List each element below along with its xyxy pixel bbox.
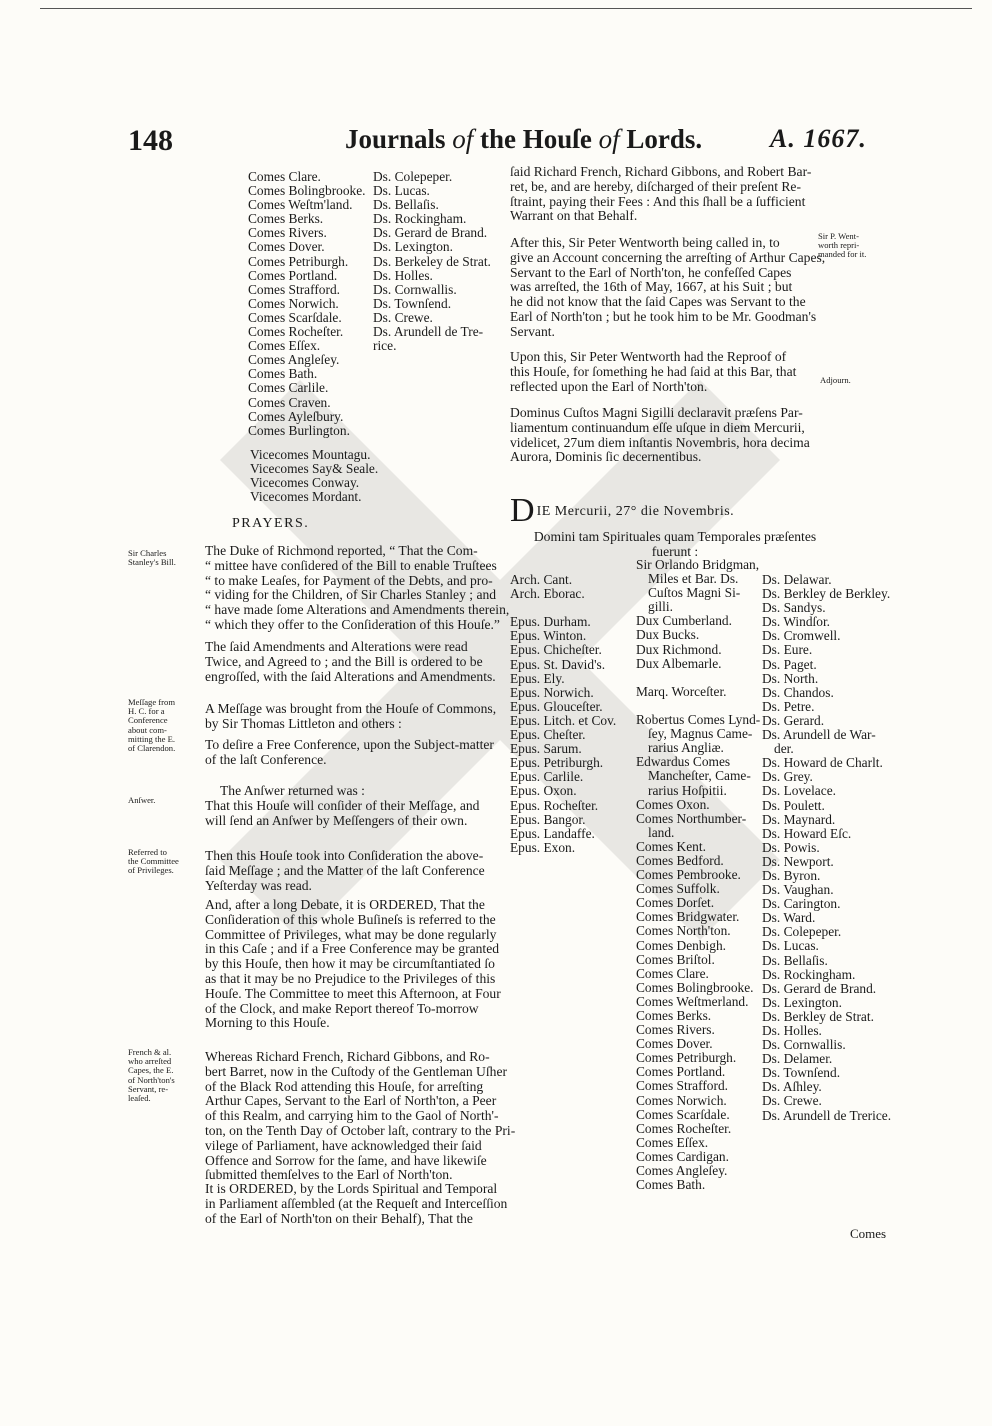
margin-note-line: Sir P. Went- <box>818 231 859 241</box>
list-item: Ds. Bellaſis. <box>373 197 439 213</box>
paragraph-adjournment <box>510 406 810 465</box>
list-item: Ds. Lucas. <box>373 183 430 199</box>
margin-note-line: Capes, the E. <box>128 1065 174 1076</box>
bishop-entry: Epus. Glouceſter. <box>510 698 603 714</box>
text-line: ſaid Richard French, Richard Gibbons, and Robert Bar- <box>510 164 812 179</box>
baron-entry: Ds. Gerard de Brand. <box>762 980 877 996</box>
bishop-entry: Epus. Carlile. <box>510 769 584 785</box>
baron-entry: Ds. Sandys. <box>762 600 826 616</box>
peer-entry: Miles et Bar. Ds. <box>648 571 739 587</box>
peer-entry: Comes Rocheſter. <box>636 1120 732 1136</box>
text-line: “ mittee have conſidered of the Bill to enable Truſtees <box>205 557 497 573</box>
baron-entry: Ds. Rockingham. <box>762 966 856 982</box>
bishop-entry: Epus. Rocheſter. <box>510 797 599 813</box>
baron-entry: Ds. Eure. <box>762 642 813 658</box>
paragraph-whereas <box>205 1050 515 1183</box>
text-line: reflected upon the Earl of North'ton. <box>510 378 708 394</box>
peer-entry: Comes Kent. <box>636 838 706 854</box>
bishop-entry: Epus. Cheſter. <box>510 727 586 743</box>
text-line: of the Black Rod attending this Houſe, for arreſting <box>205 1078 484 1094</box>
list-item: Comes Portland. <box>248 267 338 283</box>
list-item: Comes Rocheſter. <box>248 324 344 340</box>
text-line: Then this Houſe took into Conſideration the above- <box>205 848 484 863</box>
text-line: Aurora, Dominis ſic decernentibus. <box>510 449 702 465</box>
list-item: Comes Scarſdale. <box>248 309 342 325</box>
peer-entry: Edwardus Comes <box>636 754 731 770</box>
margin-note-line: Adjourn. <box>820 375 851 385</box>
baron-entry: Ds. Carington. <box>762 896 841 912</box>
margin-note-line: French & al. <box>128 1047 172 1057</box>
baron-entry: Ds. Lexington. <box>762 994 842 1010</box>
bishop-entry: Epus. Exon. <box>510 839 576 855</box>
paragraph-ordered <box>205 1182 507 1226</box>
bishop-entry: Epus. St. David's. <box>510 656 606 672</box>
barons-list <box>762 573 891 1123</box>
text-line: ſtraint, paying their Fees : And this ſhall be a ſufficient <box>510 193 806 209</box>
baron-entry: Ds. Colepeper. <box>762 924 842 940</box>
peer-entry: Comes Dorſet. <box>636 895 715 911</box>
bishop-entry: Epus. Bangor. <box>510 811 586 827</box>
margin-note-stanley <box>128 549 176 567</box>
text-line: ſaid Meſſage ; and the Matter of the laſt Conference <box>205 862 485 878</box>
baron-entry: Ds. Cromwell. <box>762 628 841 644</box>
text-line: “ have made ſome Alterations and Amendments therein, <box>205 602 510 618</box>
text-line: Earl of North'ton ; but he took him to be Mr. Goodman's <box>510 308 817 324</box>
peer-entry: Comes Suffolk. <box>636 881 720 897</box>
text-line: will ſend an Anſwer by Meſſengers of their own. <box>205 812 468 828</box>
text-line: was arreſted, the 16th of May, 1667, at his Suit ; but <box>510 279 793 295</box>
baron-entry: Ds. Bellaſis. <box>762 952 828 968</box>
bishop-entry: Epus. Ely. <box>510 670 565 686</box>
peer-entry: Comes Portland. <box>636 1064 726 1080</box>
list-item: Comes Carlile. <box>248 380 329 396</box>
paragraph-answer <box>205 799 479 829</box>
peer-entry: Comes North'ton. <box>636 923 731 939</box>
bishop-entry: Epus. Landaffe. <box>510 825 595 841</box>
text-line: Morning to this Houſe. <box>205 1015 330 1031</box>
text-line: To deſire a Free Conference, upon the Subject-matter <box>205 737 494 752</box>
list-item: Comes Rivers. <box>248 225 327 241</box>
margin-note-line: the Committee <box>128 856 179 867</box>
bishop-entry: Epus. Petriburgh. <box>510 755 604 771</box>
paragraph-debate <box>205 898 501 1031</box>
list-item: Comes Clare. <box>248 169 321 184</box>
paragraph-message <box>205 702 496 732</box>
margin-note-line: worth repri- <box>818 240 860 251</box>
margin-note-line: Sir Charles <box>128 548 167 558</box>
list-item: Comes Burlington. <box>248 422 350 438</box>
paragraph-richmond-report <box>205 544 509 633</box>
bishop-entry: Epus. Norwich. <box>510 684 594 700</box>
list-item: Comes Strafford. <box>248 281 340 297</box>
baron-entry: Ds. Cornwallis. <box>762 1037 846 1053</box>
baron-entry: Ds. Lovelace. <box>762 783 836 799</box>
margin-note-line: mitting the E. <box>128 733 176 744</box>
baron-entry: Ds. Crewe. <box>762 1093 822 1109</box>
baron-entry: Ds. Delawar. <box>762 572 832 587</box>
peer-entry: Comes Briſtol. <box>636 951 715 967</box>
baron-entry: Ds. Delamer. <box>762 1051 833 1067</box>
text-line: liamentum continuandum eſſe uſque in diem Mercurii, <box>510 419 805 435</box>
peer-entry: Comes Pembrooke. <box>636 867 741 883</box>
baron-entry: Ds. Vaughan. <box>762 882 834 898</box>
page-year: A. 1667. <box>770 124 867 153</box>
text-line: Committee of Privileges, what may be done regularly <box>205 926 497 942</box>
list-item: Ds. Colepeper. <box>373 169 453 184</box>
paragraph-discharge <box>510 165 811 224</box>
baron-entry: Ds. Howard Eſc. <box>762 825 852 841</box>
peer-entry: Cuſtos Magni Si- <box>648 585 741 601</box>
peer-entry: Robertus Comes Lynd- <box>636 712 761 728</box>
top-viscounts-list <box>250 448 378 504</box>
text-line: Houſe. The Committee to meet this Afternoon, at Four <box>205 985 501 1001</box>
prayers-heading: PRAYERS. <box>232 516 310 531</box>
margin-note-wentworth <box>818 232 866 260</box>
margin-note-line: who arreſted <box>128 1056 172 1067</box>
baron-entry: Ds. Poulett. <box>762 797 825 813</box>
text-line: Arthur Capes, Servant to the Earl of North'ton, a Peer <box>205 1093 497 1109</box>
margin-note-answer <box>128 796 155 805</box>
margin-note-line: Referred to <box>128 847 167 857</box>
list-item: Comes Ayleſbury. <box>248 408 344 424</box>
attendance-heading <box>510 530 840 560</box>
paragraph-consideration <box>205 849 485 893</box>
page-number: 148 <box>128 124 173 157</box>
margin-note-line: Meſſage from <box>128 697 176 707</box>
margin-note-line: of Clarendon. <box>128 743 176 754</box>
list-item: Comes Dover. <box>248 239 325 255</box>
margin-note-line: H. C. for a <box>128 706 165 717</box>
bishop-entry: Epus. Sarum. <box>510 741 582 757</box>
text-line: Domini tam Spirituales quam Temporales præſentes <box>533 529 817 544</box>
paragraph-reproof <box>510 350 796 394</box>
text-line: Twice, and Agreed to ; and the Bill is ordered to be <box>205 653 483 669</box>
text-line: “ viding for the Children, of Sir Charles Stanley ; and <box>205 587 497 603</box>
bishop-entry: Arch. Eborac. <box>510 586 585 602</box>
text-line: engroſſed, with the ſaid Alterations and Amendments. <box>205 668 496 684</box>
margin-note-line: about com- <box>128 724 167 735</box>
text-line: Whereas Richard French, Richard Gibbons, and Ro- <box>205 1049 490 1064</box>
margin-note-line: manded for it. <box>818 249 867 260</box>
peer-entry: Comes Dover. <box>636 1036 713 1052</box>
text-line: Dominus Cuſtos Magni Sigilli declaravit præſens Par- <box>510 405 803 420</box>
text-line: A Meſſage was brought from the Houſe of Commons, <box>205 701 497 716</box>
margin-note-line: of Privileges. <box>128 865 174 876</box>
text-line: ſubmitted themſelves to the Earl of North'ton. <box>205 1167 453 1183</box>
peer-entry: Dux Richmond. <box>636 641 722 657</box>
bishops-list <box>510 573 616 855</box>
peer-entry: Comes Bolingbrooke. <box>636 979 754 995</box>
day-heading-dropcap: D <box>510 492 535 529</box>
top-barons-list <box>373 170 491 353</box>
peer-entry <box>636 671 760 685</box>
list-item: Ds. Holles. <box>373 267 433 283</box>
peer-entry: Comes Petriburgh. <box>636 1050 737 1066</box>
peer-entry: gilli. <box>648 599 673 615</box>
text-line: ret, be, and are hereby, diſcharged of their preſent Re- <box>510 178 801 194</box>
text-line: of the Clock, and make Report thereof To-morrow <box>205 1000 479 1016</box>
peer-entry: Comes Bath. <box>636 1177 706 1193</box>
text-line: in this Caſe ; and if a Free Conference may be granted <box>205 941 500 957</box>
margin-note-french <box>128 1048 175 1103</box>
peer-entry: land. <box>648 824 675 840</box>
list-item: Ds. Townſend. <box>373 295 452 311</box>
text-line: by this Houſe, then how it may be circumſtantiated ſo <box>205 956 495 972</box>
margin-note-line: Servant, re- <box>128 1083 169 1094</box>
baron-entry: Ds. Gerard. <box>762 712 825 728</box>
list-item: Ds. Arundell de Tre- <box>373 324 484 340</box>
peer-entry: Comes Bridgwater. <box>636 909 740 925</box>
list-item: Vicecomes Conway. <box>250 475 360 491</box>
day-heading-text: IE Mercurii, 27° die Novembris. <box>536 504 735 519</box>
text-line: of this Realm, and carrying him to the Gaol of North'- <box>205 1108 499 1124</box>
margin-note-line: of North'ton's <box>128 1074 175 1085</box>
list-item: Vicecomes Mordant. <box>250 489 362 505</box>
bishop-entry: Epus. Litch. et Cov. <box>510 712 617 728</box>
margin-note-line: leaſed. <box>128 1093 151 1104</box>
list-item: Ds. Berkeley de Strat. <box>373 253 491 269</box>
bishop-entry: Arch. Cant. <box>510 572 573 587</box>
baron-entry: Ds. Lucas. <box>762 938 819 954</box>
peer-entry: Comes Cardigan. <box>636 1148 729 1164</box>
peer-entry: Comes Angleſey. <box>636 1163 728 1179</box>
baron-entry: Ds. Byron. <box>762 867 821 883</box>
text-line: Yeſterday was read. <box>205 877 312 893</box>
baron-entry: Ds. Holles. <box>762 1023 822 1038</box>
list-item: Comes Bath. <box>248 366 318 382</box>
baron-entry: Ds. Petre. <box>762 698 815 714</box>
text-line: this Houſe, for ſomething he had ſaid at this Bar, that <box>510 363 797 379</box>
list-item: Vicecomes Say& Seale. <box>250 461 379 477</box>
margin-note-referred <box>128 848 179 876</box>
margin-note-line: Conference <box>128 715 168 726</box>
baron-entry: Ds. Windſor. <box>762 614 831 630</box>
list-item: Comes Weſtm'land. <box>248 197 353 213</box>
text-line: he did not know that the ſaid Capes was Servant to the <box>510 294 806 310</box>
baron-entry: Ds. Berkley de Berkley. <box>762 586 891 602</box>
text-line: vilege of Parliament, have acknowledged their ſaid <box>205 1137 482 1153</box>
baron-entry: Ds. North. <box>762 670 819 686</box>
peer-entry: Mancheſter, Came- <box>648 768 751 784</box>
baron-entry: Ds. Ward. <box>762 910 816 926</box>
text-line: as that it may be no Prejudice to the Privileges of this <box>205 970 496 986</box>
peer-entry: ſey, Magnus Came- <box>648 726 753 742</box>
bishop-entry: Epus. Winton. <box>510 628 587 644</box>
list-item: rice. <box>373 338 397 354</box>
peer-entry: Dux Albemarle. <box>636 655 722 671</box>
list-item: Comes Petriburgh. <box>248 253 349 269</box>
peer-entry: Comes Strafford. <box>636 1078 728 1094</box>
baron-entry: Ds. Aſhley. <box>762 1079 822 1095</box>
peer-entry: Dux Cumberland. <box>636 613 732 629</box>
text-line: Offence and Sorrow for the ſame, and have likewiſe <box>205 1152 487 1168</box>
baron-entry: Ds. Townſend. <box>762 1065 841 1081</box>
peer-entry: Comes Clare. <box>636 965 709 981</box>
text-line: ton, on the Tenth Day of October laſt, contrary to the Pri- <box>205 1122 516 1138</box>
text-line: The Duke of Richmond reported, “ That the Com- <box>205 543 478 558</box>
margin-note-message <box>128 698 175 753</box>
list-item: Ds. Gerard de Brand. <box>373 225 488 241</box>
peer-entry: Marq. Worceſter. <box>636 683 727 699</box>
day-heading <box>510 492 735 529</box>
baron-entry: Ds. Arundell de War- <box>762 727 876 743</box>
baron-entry: Ds. Grey. <box>762 769 813 785</box>
list-item: Ds. Crewe. <box>373 309 433 325</box>
baron-entry: Ds. Powis. <box>762 839 820 855</box>
text-line: by Sir Thomas Littleton and others : <box>205 715 402 731</box>
peer-entry: Comes Eſſex. <box>636 1134 709 1150</box>
peer-entry: Comes Denbigh. <box>636 937 727 953</box>
text-line: in Parliament aſſembled (at the Requeſt and Interceſſion <box>205 1195 508 1211</box>
peer-entry: Comes Scarſdale. <box>636 1106 730 1122</box>
margin-note-line: Anſwer. <box>128 795 156 805</box>
peer-entry <box>636 699 760 713</box>
peer-entry: Dux Bucks. <box>636 627 700 643</box>
peer-entry: rarius Hoſpitii. <box>648 782 727 798</box>
list-item: Comes Craven. <box>248 394 331 410</box>
peer-entry: Comes Norwich. <box>636 1092 727 1108</box>
baron-entry: Ds. Paget. <box>762 656 817 672</box>
baron-entry: Ds. Arundell de Trerice. <box>762 1107 892 1123</box>
text-line: “ to make Leaſes, for Payment of the Debts, and pro- <box>205 572 493 588</box>
text-line: That this Houſe will conſider of their Meſſage, and <box>205 798 480 813</box>
peer-entry: Sir Orlando Bridgman, <box>636 557 760 572</box>
bishop-entry <box>510 601 616 615</box>
peers-list <box>636 558 760 1192</box>
bishop-entry: Epus. Chicheſter. <box>510 642 602 658</box>
top-rule <box>40 8 972 9</box>
text-line: give an Account concerning the arreſting of Arthur Capes, <box>510 249 826 265</box>
list-item: Comes Angleſey. <box>248 352 340 368</box>
page-title: Journals of the Houſe of Lords. <box>345 124 703 154</box>
baron-entry: Ds. Chandos. <box>762 684 834 700</box>
list-item: Ds. Rockingham. <box>373 211 467 227</box>
list-item: Comes Berks. <box>248 211 324 227</box>
bishop-entry: Epus. Oxon. <box>510 783 577 799</box>
margin-note-line: Stanley's Bill. <box>128 557 176 568</box>
list-item: Ds. Cornwallis. <box>373 281 457 297</box>
text-line: Warrant on that Behalf. <box>510 208 638 224</box>
bishop-entry: Epus. Durham. <box>510 614 591 630</box>
list-item: Ds. Lexington. <box>373 239 453 255</box>
peer-entry: rarius Angliæ. <box>648 740 724 756</box>
paragraph-amendments <box>205 640 496 684</box>
text-line: bert Barret, now in the Cuſtody of the Gentleman Uſher <box>205 1063 508 1079</box>
peer-entry: Comes Weſtmerland. <box>636 993 749 1009</box>
list-item: Vicecomes Mountagu. <box>250 447 371 462</box>
peer-entry: Comes Berks. <box>636 1008 712 1023</box>
catchword: Comes <box>850 1226 887 1241</box>
text-line: Servant to the Earl of North'ton, he confeſſed Capes <box>510 264 792 280</box>
top-earls-list <box>248 170 366 438</box>
peer-entry: Comes Oxon. <box>636 796 710 812</box>
text-line: Servant. <box>510 323 555 339</box>
peer-entry: Comes Bedford. <box>636 852 724 868</box>
peer-entry: Comes Rivers. <box>636 1022 715 1038</box>
text-line: videlicet, 27um diem inſtantis Novembris, hora decima <box>510 434 810 450</box>
text-line: fuerunt : <box>651 543 699 559</box>
text-line: Conſideration of this whole Buſineſs is referred to the <box>205 911 496 927</box>
baron-entry: Ds. Maynard. <box>762 811 836 827</box>
text-line: The ſaid Amendments and Alterations were read <box>205 639 468 654</box>
baron-entry: Ds. Newport. <box>762 853 834 869</box>
baron-entry: Ds. Berkley de Strat. <box>762 1008 874 1024</box>
list-item: Comes Bolingbrooke. <box>248 183 366 199</box>
list-item: Comes Norwich. <box>248 295 339 311</box>
baron-entry: der. <box>774 741 794 757</box>
text-line: “ which they offer to the Conſideration of this Houſe.” <box>205 616 500 632</box>
paragraph-wentworth <box>510 236 825 340</box>
baron-entry: Ds. Howard de Charlt. <box>762 755 883 771</box>
text-line: After this, Sir Peter Wentworth being called in, to <box>510 235 780 250</box>
text-line: of the Earl of North'ton on their Behalf), That the <box>205 1210 473 1226</box>
answer-heading: The Anſwer returned was : <box>220 783 365 798</box>
text-line: And, after a long Debate, it is ORDERED, That the <box>205 897 485 912</box>
text-line: It is ORDERED, by the Lords Spiritual and Temporal <box>205 1181 498 1196</box>
paragraph-desire <box>205 738 494 768</box>
list-item: Comes Eſſex. <box>248 338 321 354</box>
text-line: Upon this, Sir Peter Wentworth had the Reproof of <box>510 349 787 364</box>
peer-entry: Comes Northumber- <box>636 810 747 826</box>
margin-note-adjourn <box>820 376 851 385</box>
text-line: of the laſt Conference. <box>205 751 327 767</box>
